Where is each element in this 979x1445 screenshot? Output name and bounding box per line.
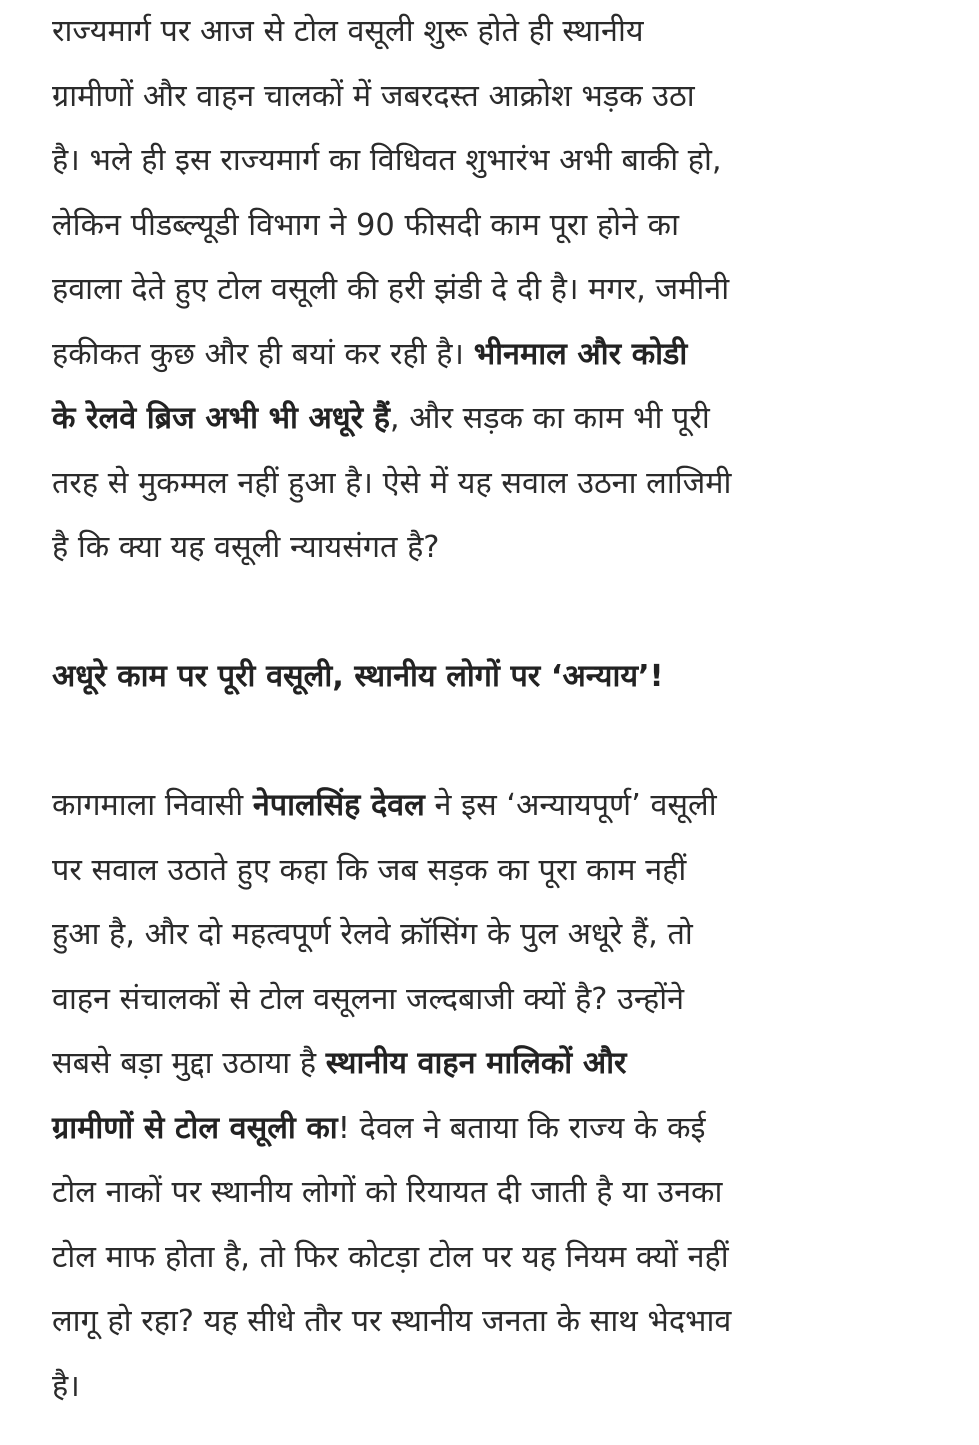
paragraph-spacer	[52, 710, 952, 775]
bold-text: स्थानीय वाहन मालिकों और	[325, 1046, 627, 1081]
text-run: पर सवाल उठाते हुए कहा कि जब सड़क का पूरा काम नहीं	[52, 852, 687, 888]
text-run: वाहन संचालकों से टोल वसूलना जल्दबाजी क्यों है? उन्होंने	[52, 981, 685, 1017]
text-line	[52, 1032, 952, 1097]
text-line	[52, 774, 952, 839]
text-line	[52, 1097, 952, 1162]
text-line	[52, 903, 952, 968]
text-run: ! देवल ने बताया कि राज्य के कई	[337, 1110, 706, 1146]
text-line	[52, 194, 952, 259]
text-line	[52, 387, 952, 452]
text-run: हवाला देते हुए टोल वसूली की हरी झंडी दे दी है। मगर, जमीनी	[52, 272, 730, 307]
article-body	[52, 0, 952, 1419]
text-run: कागमाला निवासी	[52, 788, 253, 823]
text-line	[52, 452, 952, 517]
text-line	[52, 1290, 952, 1355]
text-run: लेकिन पीडब्ल्यूडी विभाग ने 90 फीसदी काम पूरा होने का	[52, 207, 679, 243]
text-run: तरह से मुकम्मल नहीं हुआ है। ऐसे में यह सवाल उठना लाजिमी	[52, 465, 732, 501]
text-run: हुआ है, और दो महत्वपूर्ण रेलवे क्रॉसिंग के पुल अधूरे हैं, तो	[52, 917, 693, 952]
text-run: टोल माफ होता है, तो फिर कोटड़ा टोल पर यह नियम क्यों नहीं	[52, 1239, 729, 1275]
text-line	[52, 839, 952, 904]
text-line	[52, 1355, 952, 1420]
text-line	[52, 129, 952, 194]
text-line	[52, 258, 952, 323]
text-line	[52, 1161, 952, 1226]
text-run: राज्यमार्ग पर आज से टोल वसूली शुरू होते ही स्थानीय	[52, 14, 644, 49]
bold-text: ग्रामीणों से टोल वसूली का	[52, 1110, 338, 1146]
bold-text: नेपालसिंह देवल	[252, 788, 425, 823]
text-run: है। भले ही इस राज्यमार्ग का विधिवत शुभारंभ अभी बाकी हो,	[52, 143, 722, 178]
text-run: ने इस ‘अन्यायपूर्ण’ वसूली	[424, 788, 717, 823]
text-run: सबसे बड़ा मुद्दा उठाया है	[52, 1046, 326, 1081]
text-line	[52, 1226, 952, 1291]
text-run: ग्रामीणों और वाहन चालकों में जबरदस्त आक्रोश भड़क उठा	[52, 78, 695, 114]
text-line	[52, 0, 952, 65]
text-run: लागू हो रहा? यह सीधे तौर पर स्थानीय जनता के साथ भेदभाव	[52, 1304, 732, 1339]
section-heading: अधूरे काम पर पूरी वसूली, स्थानीय लोगों पर ‘अन्याय’!	[52, 659, 664, 694]
text-line	[52, 516, 952, 581]
text-run: टोल नाकों पर स्थानीय लोगों को रियायत दी जाती है या उनका	[52, 1175, 723, 1210]
text-line	[52, 968, 952, 1033]
text-run: हकीकत कुछ और ही बयां कर रही है।	[52, 336, 474, 372]
text-run: , और सड़क का काम भी पूरी	[389, 401, 710, 436]
text-line	[52, 65, 952, 130]
paragraph-spacer	[52, 581, 952, 646]
paragraph-resident-quote	[52, 774, 952, 1419]
bold-text: भीनमाल और कोडी	[473, 336, 688, 372]
bold-text: के रेलवे ब्रिज अभी भी अधूरे हैं	[52, 401, 390, 436]
text-run: है।	[52, 1368, 80, 1404]
paragraph-toll-collection	[52, 0, 952, 581]
text-line	[52, 323, 952, 388]
text-run: है कि क्या यह वसूली न्यायसंगत है?	[52, 530, 440, 565]
